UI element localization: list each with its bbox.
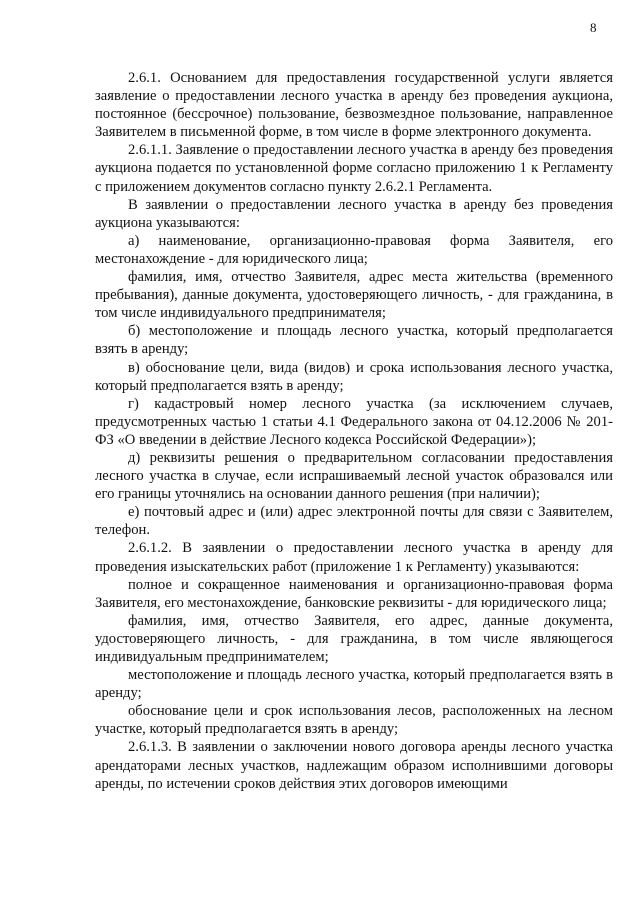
paragraph-2-6-1-3: 2.6.1.3. В заявлении о заключении нового договора аренды лесного участка арендаторами лесных участков, надлежащим образом исполнившими договоры аренды, по истечении сроков действия этих договоров имеющими	[95, 739, 613, 792]
document-body	[95, 69, 613, 793]
list-item-location: местоположение и площадь лесного участка, который предполагается взять в аренду;	[95, 667, 613, 702]
list-item-b: б) местоположение и площадь лесного участка, который предполагается взять в аренду;	[95, 323, 613, 358]
list-item-a: а) наименование, организационно-правовая форма Заявителя, его местонахождение - для юридического лица;	[95, 232, 613, 267]
list-item-d: д) реквизиты решения о предварительном согласовании предоставления лесного участка в случае, если испрашиваемый лесной участок образовался или его границы уточнялись на основании данного решения (при наличии);	[95, 449, 613, 503]
list-item-purpose: обоснование цели и срок использования лесов, расположенных на лесном участке, который предполагается взять в аренду;	[95, 703, 613, 738]
paragraph-2-6-1-1: 2.6.1.1. Заявление о предоставлении лесного участка в аренду без проведения аукциона подается по установленной форме согласно приложению 1 к Регламенту с приложением документов согласно пункту 2.6.2.1 Регламента.	[95, 142, 613, 195]
list-item-e: е) почтовый адрес и (или) адрес электронной почты для связи с Заявителем, телефон.	[95, 504, 613, 539]
list-item-full-name: полное и сокращенное наименования и организационно-правовая форма Заявителя, его местонахождение, банковские реквизиты - для юридического лица;	[95, 576, 613, 611]
list-item-citizen: фамилия, имя, отчество Заявителя, адрес места жительства (временного пребывания), данные документа, удостоверяющего личность, - для гражданина, в том числе индивидуального предпринимателя;	[95, 269, 613, 322]
paragraph-2-6-1-2: 2.6.1.2. В заявлении о предоставлении лесного участка в аренду для проведения изыскательских работ (приложение 1 к Регламенту) указываются:	[95, 540, 613, 575]
list-item-citizen-address: фамилия, имя, отчество Заявителя, его адрес, данные документа, удостоверяющего личность, - для гражданина, в том числе являющегося индивидуальным предпринимателем;	[95, 612, 613, 665]
list-item-g: г) кадастровый номер лесного участка (за исключением случаев, предусмотренных частью 1 статьи 4.1 Федерального закона от 04.12.2006 № 201-ФЗ «О введении в действие Лесного кодекса Российской Федерации»);	[95, 395, 613, 448]
paragraph-2-6-1: 2.6.1. Основанием для предоставления государственной услуги является заявление о предоставлении лесного участка в аренду без проведения аукциона, постоянное (бессрочное) пользование, безвозмездное пользование, направленное Заявителем в письменной форме, в том числе в форме электронного документа.	[95, 70, 613, 141]
page-number: 8	[590, 20, 597, 35]
list-item-v: в) обоснование цели, вида (видов) и срока использования лесного участка, который предполагается взять в аренду;	[95, 359, 613, 394]
paragraph-application-contents: В заявлении о предоставлении лесного участка в аренду без проведения аукциона указываются:	[95, 196, 613, 231]
